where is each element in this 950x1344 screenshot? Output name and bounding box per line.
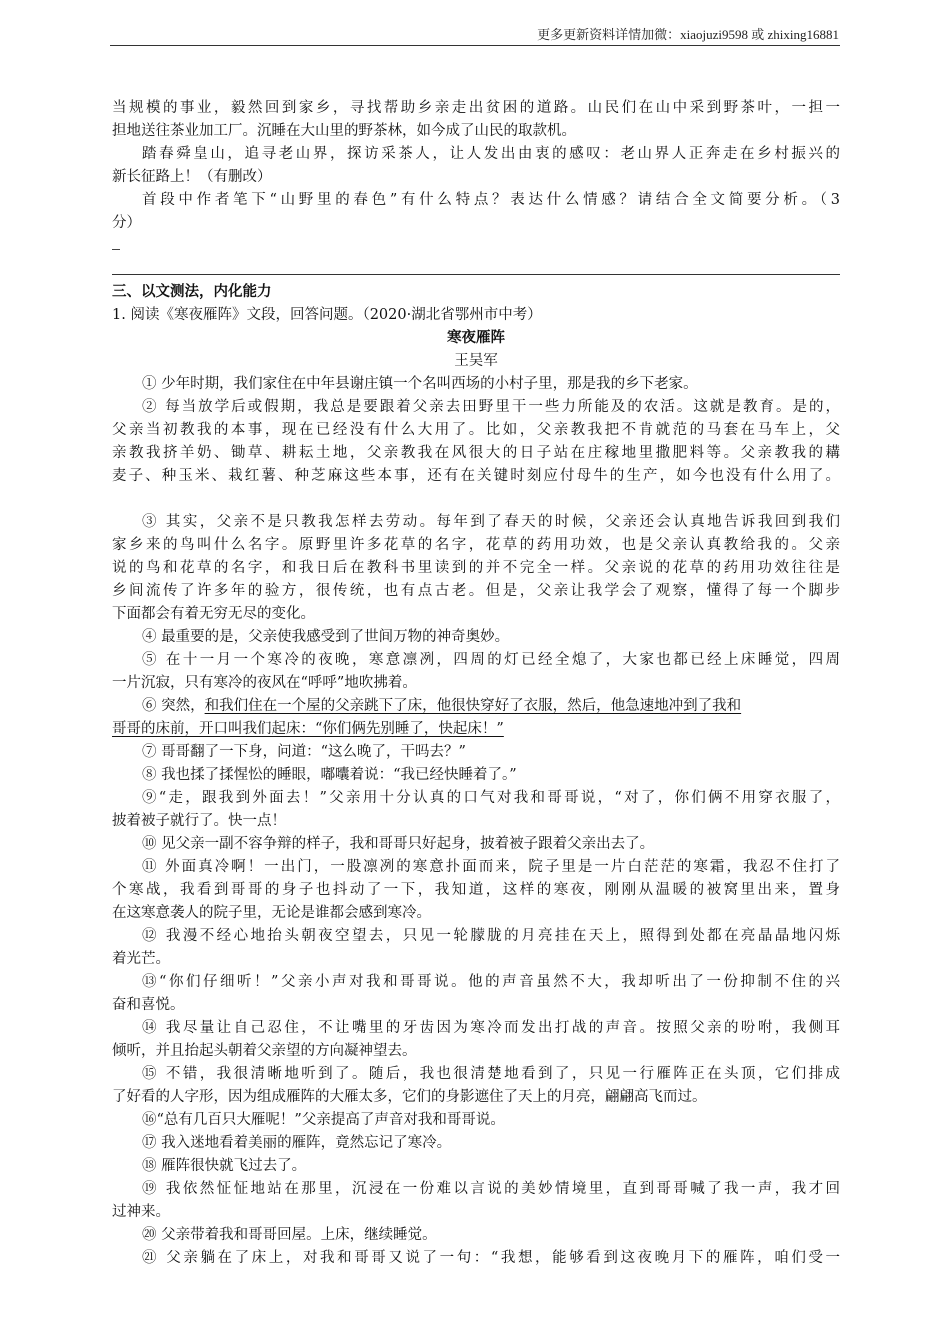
paragraph-3: 乡间流传了许多年的验方，很传统，也有点古老。但是，父亲让我学会了观察，懂得了每一个脚步 bbox=[112, 583, 840, 599]
paragraph-13: ⑬“你们仔细听！”父亲小声对我和哥哥说。他的声音虽然不大，我却听出了一份抑制不住的兴 bbox=[142, 974, 840, 990]
paragraph-21: ㉑ 父亲躺在了床上，对我和哥哥又说了一句：“我想，能够看到这夜晚月下的雁阵，咱们受一 bbox=[142, 1250, 840, 1266]
question-intro: 1. 阅读《寒夜雁阵》文段，回答问题。（2020·湖北省鄂州市中考） bbox=[112, 307, 542, 323]
page-content bbox=[112, 97, 840, 1270]
page-header-text: 更多更新资料详情加微：xiaojuzi9598 或 zhixing16881 bbox=[537, 27, 839, 42]
paragraph-1: ① 少年时期，我们家住在中年县谢庄镇一个名叫西场的小村子里，那是我的乡下老家。 bbox=[142, 376, 698, 392]
paragraph-14: ⑭ 我尽量让自己忍住，不让嘴里的牙齿因为寒冷而发出打战的声音。按照父亲的吩咐，我侧耳 bbox=[142, 1020, 840, 1036]
paragraph-11: 个寒战，我看到哥哥的身子也抖动了一下，我知道，这样的寒夜，刚刚从温暖的被窝里出来，置身 bbox=[112, 882, 840, 898]
paragraph-gap bbox=[112, 488, 840, 511]
paragraph-2: 麦子、种玉米、栽红薯、种芝麻这些本事，还有在关键时刻应付母牛的生产，如今也没有什么用了。 bbox=[112, 468, 840, 484]
paragraph-20: ⑳ 父亲带着我和哥哥回屋。上床，继续睡觉。 bbox=[142, 1227, 437, 1243]
paragraph-2: ② 每当放学后或假期，我总是要跟着父亲去田野里干一些力所能及的农活。这就是教育。是的， bbox=[142, 399, 840, 415]
underlined-text: 哥哥的床前，开口叫我们起床：“你们俩先别睡了，快起床！” bbox=[112, 721, 504, 737]
paragraph-17: ⑰ 我入迷地看着美丽的雁阵，竟然忘记了寒冷。 bbox=[142, 1135, 452, 1151]
paragraph-13: 奋和喜悦。 bbox=[112, 997, 185, 1013]
paragraph-3: 说的鸟和花草的名字，和我日后在教科书里读到的并不完全一样。父亲说的花草的药用功效往往是 bbox=[112, 560, 840, 576]
text-line: 踏春舜皇山，追寻老山界，探访采茶人，让人发出由衷的感叹：老山界人正奔走在乡村振兴的 bbox=[142, 146, 840, 162]
paragraph-11: 在这寒意袭人的院子里，无论是谁都会感到寒冷。 bbox=[112, 905, 431, 921]
paragraph-8: ⑧ 我也揉了揉惺忪的睡眼，嘟囔着说：“我已经快睡着了。” bbox=[142, 767, 517, 783]
question-text: 分） bbox=[112, 215, 141, 231]
paragraph-19: ⑲ 我依然怔怔地站在那里，沉浸在一份难以言说的美妙情境里，直到哥哥喊了我一声，我才回 bbox=[142, 1181, 840, 1197]
answer-blank[interactable] bbox=[112, 235, 840, 258]
paragraph-6-prefix: ⑥ 突然， bbox=[142, 698, 205, 714]
text-line: 当规模的事业，毅然回到家乡，寻找帮助乡亲走出贫困的道路。山民们在山中采到野茶叶，一担一 bbox=[112, 100, 840, 116]
text-line: 担地送往茶业加工厂。沉睡在大山里的野茶林，如今成了山民的取款机。 bbox=[112, 123, 576, 139]
paragraph-5: 一片沉寂，只有寒冷的夜风在“呼呼”地吹拂着。 bbox=[112, 675, 417, 691]
paragraph-3: ③ 其实，父亲不是只教我怎样去劳动。每年到了春天的时候，父亲还会认真地告诉我回到我们 bbox=[142, 514, 840, 530]
section-divider bbox=[112, 274, 840, 275]
paragraph-9: 披着被子就行了。快一点！ bbox=[112, 813, 286, 829]
paragraph-18: ⑱ 雁阵很快就飞过去了。 bbox=[142, 1158, 307, 1174]
paragraph-6 bbox=[112, 695, 840, 718]
paragraph-2: 亲教我挤羊奶、锄草、耕耘土地，父亲教我在风很大的日子站在庄稼地里撒肥料等。父亲教我的耩 bbox=[112, 445, 840, 461]
paragraph-19: 过神来。 bbox=[112, 1204, 170, 1220]
paragraph-7: ⑦ 哥哥翻了一下身，问道：“这么晚了，干吗去？” bbox=[142, 744, 466, 760]
text-line: 新长征路上！（有删改） bbox=[112, 169, 272, 185]
paragraph-12: ⑫ 我漫不经心地抬头朝夜空望去，只见一轮朦胧的月亮挂在天上，照得到处都在亮晶晶地闪烁 bbox=[142, 928, 840, 944]
paragraph-15: ⑮ 不错，我很清晰地听到了。随后，我也很清楚地看到了，只见一行雁阵正在头顶，它们排成 bbox=[142, 1066, 840, 1082]
paragraph-15: 了好看的人字形，因为组成雁阵的大雁太多，它们的身影遮住了天上的月亮，翩翩高飞而过。 bbox=[112, 1089, 707, 1105]
article-author: 王吴军 bbox=[454, 353, 498, 369]
paragraph-9: ⑨“走，跟我到外面去！”父亲用十分认真的口气对我和哥哥说，“对了，你们俩不用穿衣服了， bbox=[142, 790, 840, 806]
paragraph-5: ⑤ 在十一月一个寒冷的夜晚，寒意凛冽，四周的灯已经全熄了，大家也都已经上床睡觉，四周 bbox=[142, 652, 840, 668]
article-title: 寒夜雁阵 bbox=[447, 330, 505, 346]
paragraph-10: ⑩ 见父亲一副不容争辩的样子，我和哥哥只好起身，披着被子跟着父亲出去了。 bbox=[142, 836, 655, 852]
paragraph-3: 下面都会有着无穷无尽的变化。 bbox=[112, 606, 315, 622]
header-rule bbox=[110, 45, 840, 46]
section-title: 三、以文测法，内化能力 bbox=[112, 284, 272, 300]
paragraph-11: ⑪ 外面真冷啊！一出门，一股凛冽的寒意扑面而来，院子里是一片白茫茫的寒霜，我忍不住打了 bbox=[142, 859, 840, 875]
paragraph-6 bbox=[112, 718, 840, 741]
paragraph-3: 家乡来的鸟叫什么名字。原野里许多花草的名字，花草的药用功效，也是父亲认真教给我的。父亲 bbox=[112, 537, 840, 553]
underlined-text: 和我们住在一个屋的父亲跳下了床，他很快穿好了衣服，然后，他急速地冲到了我和 bbox=[204, 698, 742, 714]
paragraph-16: ⑯“总有几百只大雁呢！”父亲提高了声音对我和哥哥说。 bbox=[142, 1112, 505, 1128]
paragraph-14: 倾听，并且抬起头朝着父亲望的方向凝神望去。 bbox=[112, 1043, 417, 1059]
question-text: 首段中作者笔下“山野里的春色”有什么特点？表达什么情感？请结合全文简要分析。（3 bbox=[142, 192, 840, 208]
paragraph-4: ④ 最重要的是，父亲使我感受到了世间万物的神奇奥妙。 bbox=[142, 629, 510, 645]
paragraph-12: 着光芒。 bbox=[112, 951, 170, 967]
paragraph-2: 父亲当初教我的本事，现在已经没有什么大用了。比如，父亲教我把不肯就范的马套在马车上，父 bbox=[112, 422, 840, 438]
